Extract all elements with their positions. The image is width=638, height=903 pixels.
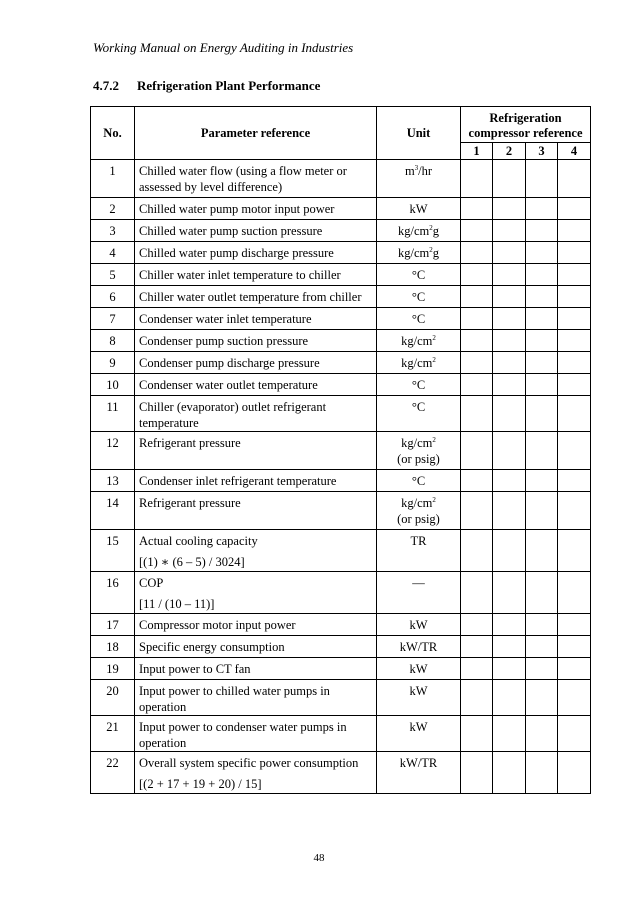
- unit-text: kg/cm: [401, 334, 433, 348]
- page-number: 48: [313, 852, 325, 864]
- row-unit: [377, 308, 461, 330]
- row-number: 16: [91, 572, 135, 614]
- row-unit: [377, 492, 461, 530]
- row-unit: [377, 572, 461, 614]
- compressor-4-value-cell[interactable]: [558, 374, 591, 396]
- unit-superscript: 3: [414, 164, 419, 172]
- compressor-2-value-cell[interactable]: [493, 198, 526, 220]
- table-row: [91, 614, 591, 636]
- compressor-1-value-cell[interactable]: [461, 658, 493, 680]
- compressor-2-value-cell[interactable]: [493, 308, 526, 330]
- compressor-4-value-cell[interactable]: [558, 220, 591, 242]
- compressor-1-value-cell[interactable]: [461, 160, 493, 198]
- row-unit: [377, 242, 461, 264]
- table-row: [91, 680, 591, 716]
- compressor-2-value-cell[interactable]: [493, 572, 526, 614]
- row-unit: [377, 614, 461, 636]
- row-number: 13: [91, 470, 135, 492]
- compressor-4-value-cell[interactable]: [558, 636, 591, 658]
- row-number: 1: [91, 160, 135, 198]
- parameter-text: Input power to CT fan: [139, 662, 251, 676]
- compressor-1-value-cell[interactable]: [461, 470, 493, 492]
- row-unit: [377, 374, 461, 396]
- table-row: [91, 572, 591, 614]
- unit-alternate: (or psig): [397, 512, 440, 526]
- table-row: [91, 658, 591, 680]
- parameter-text: Chiller (evaporator) outlet refrigerant temperature: [139, 400, 327, 430]
- compressor-3-value-cell[interactable]: [526, 374, 558, 396]
- compressor-4-value-cell[interactable]: [558, 264, 591, 286]
- unit-text: kW/TR: [399, 756, 438, 770]
- unit-superscript: 2: [429, 246, 433, 254]
- parameter-text: Actual cooling capacity: [139, 534, 258, 548]
- compressor-1-value-cell[interactable]: [461, 330, 493, 352]
- row-unit: [377, 752, 461, 794]
- compressor-4-value-cell[interactable]: [558, 716, 591, 752]
- compressor-4-value-cell[interactable]: [558, 614, 591, 636]
- header-unit: Unit: [377, 107, 461, 160]
- unit-text: °C: [411, 290, 426, 304]
- compressor-4-value-cell[interactable]: [558, 330, 591, 352]
- section-heading: [93, 78, 320, 94]
- row-number: 4: [91, 242, 135, 264]
- parameter-text: Condenser pump discharge pressure: [139, 356, 320, 370]
- table-row: [91, 242, 591, 264]
- compressor-4-value-cell[interactable]: [558, 160, 591, 198]
- unit-alternate: (or psig): [397, 452, 440, 466]
- row-unit: [377, 470, 461, 492]
- row-parameter: [135, 752, 377, 794]
- row-parameter: [135, 680, 377, 716]
- compressor-4-value-cell[interactable]: [558, 352, 591, 374]
- unit-superscript: 2: [432, 334, 436, 342]
- parameter-text: Compressor motor input power: [139, 618, 296, 632]
- section-title: Refrigeration Plant Performance: [137, 78, 321, 93]
- row-parameter: [135, 658, 377, 680]
- table-row: [91, 160, 591, 198]
- unit-superscript: 2: [432, 496, 436, 504]
- unit-text: TR: [410, 534, 427, 548]
- unit-text: °C: [411, 312, 426, 326]
- compressor-3-value-cell[interactable]: [526, 636, 558, 658]
- compressor-1-value-cell[interactable]: [461, 716, 493, 752]
- table-row: [91, 264, 591, 286]
- row-number: 12: [91, 432, 135, 470]
- compressor-3-value-cell[interactable]: [526, 492, 558, 530]
- parameter-formula: [11 / (10 – 11)]: [139, 597, 215, 611]
- compressor-3-value-cell[interactable]: [526, 264, 558, 286]
- row-parameter: [135, 572, 377, 614]
- row-unit: [377, 530, 461, 572]
- compressor-3-value-cell[interactable]: [526, 198, 558, 220]
- compressor-4-value-cell[interactable]: [558, 752, 591, 794]
- unit-suffix: g: [432, 224, 439, 238]
- compressor-4-value-cell[interactable]: [558, 530, 591, 572]
- row-parameter: [135, 492, 377, 530]
- compressor-1-value-cell[interactable]: [461, 396, 493, 432]
- parameter-text: Specific energy consumption: [139, 640, 285, 654]
- header-compressor-reference: Refrigeration compressor reference: [461, 107, 591, 143]
- compressor-4-value-cell[interactable]: [558, 680, 591, 716]
- unit-suffix: /hr: [418, 164, 433, 178]
- compressor-4-value-cell[interactable]: [558, 470, 591, 492]
- parameter-text: Chiller water outlet temperature from chiller: [139, 290, 362, 304]
- running-header: Working Manual on Energy Auditing in Industries: [93, 40, 354, 55]
- row-unit: [377, 432, 461, 470]
- table-row: [91, 530, 591, 572]
- unit-text: kg/cm: [401, 356, 433, 370]
- compressor-2-value-cell[interactable]: [493, 432, 526, 470]
- row-number: 19: [91, 658, 135, 680]
- table-row: [91, 752, 591, 794]
- header-no: No.: [91, 107, 135, 160]
- row-parameter: [135, 716, 377, 752]
- compressor-1-value-cell[interactable]: [461, 198, 493, 220]
- row-parameter: [135, 396, 377, 432]
- unit-text: kg/cm: [398, 224, 430, 238]
- row-parameter: [135, 352, 377, 374]
- parameter-text: Overall system specific power consumption: [139, 756, 359, 770]
- compressor-4-value-cell[interactable]: [558, 198, 591, 220]
- row-number: 10: [91, 374, 135, 396]
- row-unit: [377, 396, 461, 432]
- compressor-3-value-cell[interactable]: [526, 308, 558, 330]
- compressor-2-value-cell[interactable]: [493, 470, 526, 492]
- header-col-4: 4: [558, 143, 591, 160]
- compressor-4-value-cell[interactable]: [558, 572, 591, 614]
- compressor-3-value-cell[interactable]: [526, 470, 558, 492]
- header-col-2: 2: [493, 143, 526, 160]
- section-number: 4.7.2: [93, 78, 119, 93]
- row-parameter: [135, 286, 377, 308]
- row-unit: [377, 658, 461, 680]
- unit-text: m: [404, 164, 415, 178]
- row-parameter: [135, 264, 377, 286]
- parameter-text: Chilled water pump motor input power: [139, 202, 335, 216]
- compressor-2-value-cell[interactable]: [493, 220, 526, 242]
- row-unit: [377, 680, 461, 716]
- compressor-2-value-cell[interactable]: [493, 492, 526, 530]
- compressor-1-value-cell[interactable]: [461, 286, 493, 308]
- compressor-2-value-cell[interactable]: [493, 242, 526, 264]
- unit-text: kW/TR: [399, 640, 438, 654]
- compressor-3-value-cell[interactable]: [526, 330, 558, 352]
- row-number: 8: [91, 330, 135, 352]
- table-row: [91, 352, 591, 374]
- table-row: [91, 374, 591, 396]
- parameter-formula: [(2 + 17 + 19 + 20) / 15]: [139, 777, 262, 791]
- row-parameter: [135, 432, 377, 470]
- compressor-1-value-cell[interactable]: [461, 432, 493, 470]
- table-row: [91, 330, 591, 352]
- table-row: [91, 198, 591, 220]
- unit-text: kW: [409, 684, 428, 698]
- compressor-3-value-cell[interactable]: [526, 752, 558, 794]
- parameter-text: Condenser water inlet temperature: [139, 312, 312, 326]
- row-parameter: [135, 160, 377, 198]
- row-number: 9: [91, 352, 135, 374]
- row-parameter: [135, 242, 377, 264]
- parameter-text: Condenser water outlet temperature: [139, 378, 318, 392]
- compressor-4-value-cell[interactable]: [558, 492, 591, 530]
- compressor-3-value-cell[interactable]: [526, 432, 558, 470]
- row-number: 15: [91, 530, 135, 572]
- parameter-text: Chilled water pump discharge pressure: [139, 246, 334, 260]
- parameter-formula: [(1) ∗ (6 – 5) / 3024]: [139, 555, 245, 569]
- unit-superscript: 2: [432, 436, 436, 444]
- compressor-1-value-cell[interactable]: [461, 530, 493, 572]
- unit-text: —: [412, 576, 425, 590]
- row-number: 18: [91, 636, 135, 658]
- compressor-4-value-cell[interactable]: [558, 286, 591, 308]
- compressor-3-value-cell[interactable]: [526, 530, 558, 572]
- unit-text: °C: [411, 400, 426, 414]
- row-number: 21: [91, 716, 135, 752]
- row-parameter: [135, 636, 377, 658]
- table-row: [91, 636, 591, 658]
- row-parameter: [135, 198, 377, 220]
- compressor-3-value-cell[interactable]: [526, 242, 558, 264]
- unit-text: kW: [409, 662, 428, 676]
- compressor-3-value-cell[interactable]: [526, 658, 558, 680]
- parameter-text: Condenser inlet refrigerant temperature: [139, 474, 337, 488]
- row-number: 20: [91, 680, 135, 716]
- table-row: [91, 432, 591, 470]
- parameter-text: COP: [139, 576, 164, 590]
- compressor-1-value-cell[interactable]: [461, 752, 493, 794]
- row-number: 22: [91, 752, 135, 794]
- compressor-2-value-cell[interactable]: [493, 716, 526, 752]
- table-row: [91, 396, 591, 432]
- row-parameter: [135, 614, 377, 636]
- compressor-2-value-cell[interactable]: [493, 396, 526, 432]
- parameter-text: Input power to condenser water pumps in operation: [139, 720, 347, 750]
- compressor-4-value-cell[interactable]: [558, 308, 591, 330]
- compressor-1-value-cell[interactable]: [461, 308, 493, 330]
- parameter-text: Condenser pump suction pressure: [139, 334, 309, 348]
- row-unit: [377, 160, 461, 198]
- compressor-4-value-cell[interactable]: [558, 242, 591, 264]
- compressor-3-value-cell[interactable]: [526, 572, 558, 614]
- compressor-4-value-cell[interactable]: [558, 396, 591, 432]
- table-row: [91, 470, 591, 492]
- compressor-2-value-cell[interactable]: [493, 286, 526, 308]
- compressor-2-value-cell[interactable]: [493, 264, 526, 286]
- compressor-3-value-cell[interactable]: [526, 614, 558, 636]
- unit-text: kW: [409, 618, 428, 632]
- compressor-1-value-cell[interactable]: [461, 572, 493, 614]
- row-number: 2: [91, 198, 135, 220]
- compressor-1-value-cell[interactable]: [461, 614, 493, 636]
- compressor-3-value-cell[interactable]: [526, 716, 558, 752]
- row-unit: [377, 352, 461, 374]
- row-parameter: [135, 308, 377, 330]
- row-unit: [377, 330, 461, 352]
- row-number: 5: [91, 264, 135, 286]
- compressor-1-value-cell[interactable]: [461, 374, 493, 396]
- compressor-1-value-cell[interactable]: [461, 242, 493, 264]
- header-parameter: Parameter reference: [135, 107, 377, 160]
- unit-suffix: g: [432, 246, 439, 260]
- parameter-text: Refrigerant pressure: [139, 496, 241, 510]
- compressor-2-value-cell[interactable]: [493, 752, 526, 794]
- compressor-3-value-cell[interactable]: [526, 396, 558, 432]
- parameter-text: Chilled water flow (using a flow meter or assessed by level difference): [139, 164, 347, 194]
- row-parameter: [135, 374, 377, 396]
- compressor-2-value-cell[interactable]: [493, 374, 526, 396]
- row-unit: [377, 286, 461, 308]
- parameter-text: Input power to chilled water pumps in operation: [139, 684, 330, 714]
- compressor-3-value-cell[interactable]: [526, 286, 558, 308]
- refrigeration-performance-table: [90, 106, 591, 794]
- row-parameter: [135, 330, 377, 352]
- compressor-1-value-cell[interactable]: [461, 680, 493, 716]
- header-col-3: 3: [526, 143, 558, 160]
- compressor-4-value-cell[interactable]: [558, 432, 591, 470]
- compressor-2-value-cell[interactable]: [493, 680, 526, 716]
- row-number: 3: [91, 220, 135, 242]
- table-row: [91, 308, 591, 330]
- compressor-1-value-cell[interactable]: [461, 492, 493, 530]
- compressor-1-value-cell[interactable]: [461, 352, 493, 374]
- compressor-3-value-cell[interactable]: [526, 680, 558, 716]
- unit-text: kW: [409, 720, 428, 734]
- unit-text: °C: [411, 474, 426, 488]
- parameter-text: Refrigerant pressure: [139, 436, 241, 450]
- unit-text: kg/cm: [398, 246, 430, 260]
- compressor-1-value-cell[interactable]: [461, 220, 493, 242]
- unit-text: °C: [411, 268, 426, 282]
- compressor-2-value-cell[interactable]: [493, 160, 526, 198]
- row-parameter: [135, 530, 377, 572]
- row-number: 17: [91, 614, 135, 636]
- table-row: [91, 716, 591, 752]
- compressor-3-value-cell[interactable]: [526, 352, 558, 374]
- table-row: [91, 286, 591, 308]
- row-parameter: [135, 220, 377, 242]
- compressor-1-value-cell[interactable]: [461, 636, 493, 658]
- compressor-2-value-cell[interactable]: [493, 614, 526, 636]
- row-unit: [377, 636, 461, 658]
- compressor-3-value-cell[interactable]: [526, 220, 558, 242]
- compressor-2-value-cell[interactable]: [493, 352, 526, 374]
- table-row: [91, 492, 591, 530]
- compressor-2-value-cell[interactable]: [493, 530, 526, 572]
- row-number: 11: [91, 396, 135, 432]
- row-parameter: [135, 470, 377, 492]
- unit-text: kW: [409, 202, 428, 216]
- row-unit: [377, 264, 461, 286]
- compressor-2-value-cell[interactable]: [493, 330, 526, 352]
- compressor-1-value-cell[interactable]: [461, 264, 493, 286]
- unit-text: °C: [411, 378, 426, 392]
- parameter-text: Chilled water pump suction pressure: [139, 224, 323, 238]
- row-number: 14: [91, 492, 135, 530]
- compressor-3-value-cell[interactable]: [526, 160, 558, 198]
- compressor-4-value-cell[interactable]: [558, 658, 591, 680]
- compressor-2-value-cell[interactable]: [493, 658, 526, 680]
- parameter-text: Chiller water inlet temperature to chiller: [139, 268, 341, 282]
- header-col-1: 1: [461, 143, 493, 160]
- row-number: 7: [91, 308, 135, 330]
- unit-superscript: 2: [432, 356, 436, 364]
- row-unit: [377, 716, 461, 752]
- row-number: 6: [91, 286, 135, 308]
- compressor-2-value-cell[interactable]: [493, 636, 526, 658]
- row-unit: [377, 220, 461, 242]
- row-unit: [377, 198, 461, 220]
- unit-text: kg/cm: [401, 496, 433, 510]
- table-row: [91, 220, 591, 242]
- unit-text: kg/cm: [401, 436, 433, 450]
- unit-superscript: 2: [429, 224, 433, 232]
